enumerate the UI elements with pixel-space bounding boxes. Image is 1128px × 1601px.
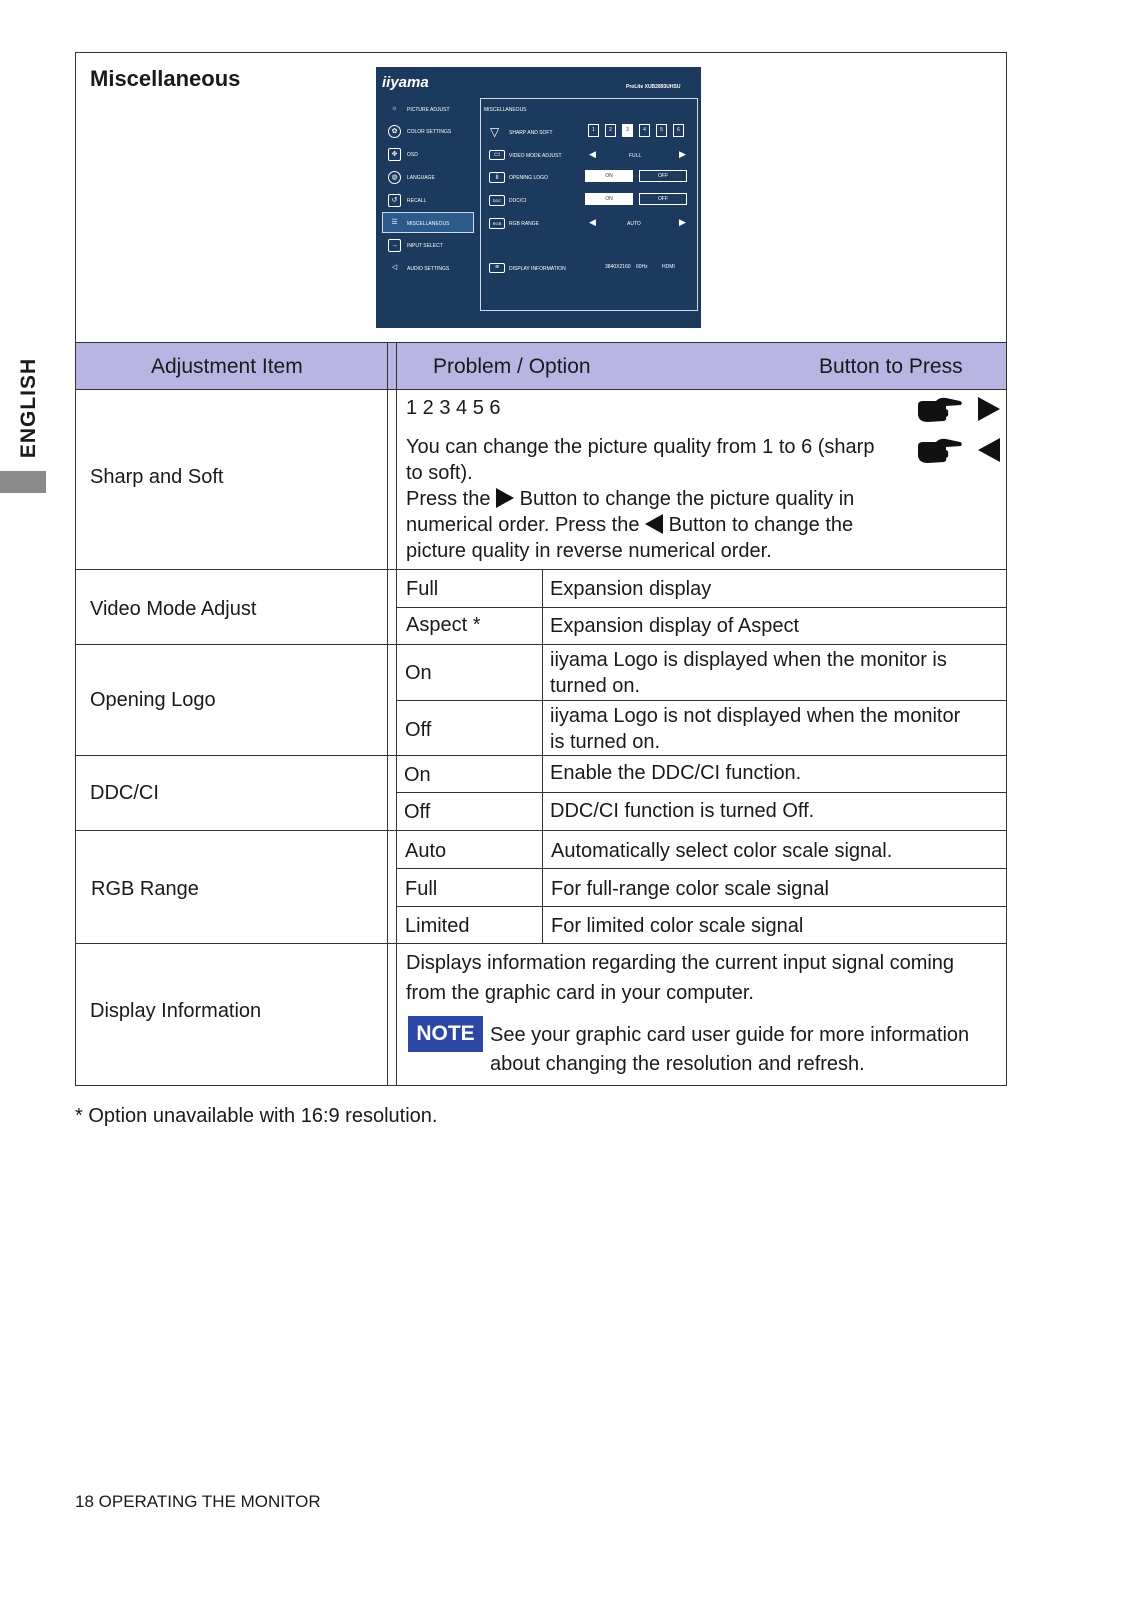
divider (76, 755, 1006, 756)
picture-adjust-icon: ☼ (391, 105, 398, 112)
osd-menu-item: MISCELLANEOUS (407, 221, 450, 227)
sharp-press-line (406, 486, 854, 512)
option-auto: Auto (405, 840, 447, 862)
option-desc: iiyama Logo is not displayed when the monitor (550, 705, 961, 727)
pointing-hand-icon (916, 395, 964, 425)
page-footer: 18 OPERATING THE MONITOR (75, 1492, 321, 1511)
divider (396, 343, 397, 1085)
arrow-left-icon: ◀ (589, 217, 596, 227)
left-button-icon (645, 514, 663, 534)
osd-row-label: VIDEO MODE ADJUST (509, 153, 562, 159)
osd-level: 1 (588, 124, 599, 137)
color-settings-icon: ✿ (388, 125, 401, 138)
left-button-icon (978, 438, 1000, 462)
option-on: On (404, 764, 431, 786)
language-side-label (8, 356, 48, 466)
option-aspect: Aspect * (406, 614, 481, 636)
divider (397, 906, 1006, 907)
divider (76, 389, 1006, 390)
osd-level: 5 (656, 124, 667, 137)
osd-level: 2 (605, 124, 616, 137)
osd-value: AUTO (627, 221, 641, 227)
option-desc: turned on. (550, 675, 641, 697)
option-off: Off (405, 719, 432, 741)
side-tab-marker (0, 471, 46, 493)
osd-menu-item: PICTURE ADJUST (407, 107, 450, 113)
sharp-press-line (406, 512, 853, 538)
logo-icon: ii (489, 172, 505, 183)
divider (76, 644, 1006, 645)
sharp-press-text: Press the (406, 488, 491, 510)
osd-menu-item: OSD (407, 152, 418, 158)
row-label-video-mode: Video Mode Adjust (90, 598, 257, 620)
osd-panel (480, 98, 698, 311)
sharpness-icon: ▽ (490, 125, 500, 139)
osd-row-label: RGB RANGE (509, 221, 540, 227)
divider (397, 792, 1006, 793)
sharp-press-text: Button to change the picture quality in (519, 488, 855, 510)
option-desc: is turned on. (550, 731, 661, 753)
osd-menu-item: LANGUAGE (407, 175, 435, 181)
row-label-opening-logo: Opening Logo (90, 689, 216, 711)
header-adjustment-item: Adjustment Item (151, 355, 303, 378)
sharp-levels: 1 2 3 4 5 6 (406, 397, 501, 419)
osd-level: 4 (639, 124, 650, 137)
option-desc: For limited color scale signal (551, 915, 804, 937)
osd-resolution: 3840X2160 (605, 264, 631, 270)
osd-level-selected: 3 (622, 124, 633, 137)
osd-menu-item: RECALL (407, 198, 427, 204)
sharp-desc: to soft). (406, 462, 473, 484)
option-desc: Enable the DDC/CI function. (550, 762, 802, 784)
osd-on-box: ON (585, 193, 633, 205)
divider (542, 755, 543, 830)
sliders-icon: ☰ (391, 219, 398, 226)
osd-input: HDMI (662, 264, 675, 270)
option-desc: Expansion display of Aspect (550, 615, 800, 637)
osd-menu-item: AUDIO SETTINGS (407, 266, 450, 272)
divider (542, 569, 543, 644)
divider (397, 700, 1006, 701)
row-label-sharp-soft: Sharp and Soft (90, 466, 224, 488)
row-label-rgb-range: RGB Range (91, 878, 199, 900)
header-button-to-press: Button to Press (819, 355, 963, 378)
arrow-right-icon: ▶ (679, 149, 686, 159)
osd-screenshot (376, 67, 701, 328)
video-mode-icon: ▭ (489, 150, 505, 160)
osd-refresh: 60Hz (636, 264, 648, 270)
header-problem-option: Problem / Option (433, 355, 591, 378)
divider (76, 830, 1006, 831)
pointing-hand-icon (916, 436, 964, 466)
osd-value: FULL (629, 153, 642, 159)
option-desc: iiyama Logo is displayed when the monitor is (550, 649, 947, 671)
rgb-icon: RGB (489, 218, 505, 229)
right-button-icon (496, 488, 514, 508)
speaker-icon: ◁ (391, 264, 398, 271)
option-on: On (405, 662, 432, 684)
osd-row-label: SHARP AND SOFT (509, 130, 553, 136)
option-limited: Limited (405, 915, 470, 937)
sharp-desc: picture quality in reverse numerical order. (406, 540, 772, 562)
recall-icon: ↺ (388, 194, 401, 207)
section-title: Miscellaneous (90, 66, 241, 91)
osd-off-box: OFF (639, 193, 687, 205)
input-select-icon: → (388, 239, 401, 252)
divider (542, 644, 543, 755)
sharp-press-text: numerical order. Press the (406, 514, 640, 536)
divider (76, 569, 1006, 570)
divider (76, 943, 1006, 944)
row-label-ddcci: DDC/CI (90, 782, 159, 804)
display-info-icon: ≡ (489, 263, 505, 273)
info-desc: from the graphic card in your computer. (406, 982, 754, 1004)
right-button-icon (978, 397, 1000, 421)
arrow-left-icon: ◀ (589, 149, 596, 159)
option-desc: For full-range color scale signal (551, 878, 829, 900)
option-desc: Automatically select color scale signal. (551, 840, 893, 862)
osd-row-label: DDC/CI (509, 198, 527, 204)
note-badge: NOTE (408, 1016, 483, 1052)
globe-icon: ◍ (388, 171, 401, 184)
option-full: Full (406, 578, 439, 600)
option-desc: Expansion display (550, 578, 712, 600)
divider (387, 343, 388, 1085)
option-full: Full (405, 878, 438, 900)
osd-icon: ✥ (388, 148, 401, 161)
sharp-press-text: Button to change the (668, 514, 854, 536)
divider (397, 868, 1006, 869)
note-text: See your graphic card user guide for more information (490, 1024, 970, 1046)
osd-panel-title: MISCELLANEOUS (484, 107, 527, 113)
footnote: * Option unavailable with 16:9 resolution. (75, 1105, 438, 1127)
osd-brand-logo: iiyama (382, 74, 429, 91)
note-text: about changing the resolution and refresh. (490, 1053, 865, 1075)
osd-row-label: DISPLAY INFORMATION (509, 266, 566, 272)
ddc-icon: DDC (489, 195, 505, 206)
osd-on-box: ON (585, 170, 633, 182)
sharp-desc: You can change the picture quality from 1 to 6 (sharp (406, 436, 875, 458)
info-desc: Displays information regarding the current input signal coming (406, 952, 955, 974)
osd-row-label: OPENING LOGO (509, 175, 548, 181)
divider (397, 607, 1006, 608)
arrow-right-icon: ▶ (679, 217, 686, 227)
divider (542, 830, 543, 943)
option-desc: DDC/CI function is turned Off. (550, 800, 815, 822)
row-label-display-info: Display Information (90, 1000, 262, 1022)
osd-model: ProLite XUB2893UHSU (626, 84, 681, 90)
osd-level: 6 (673, 124, 684, 137)
option-off: Off (404, 801, 431, 823)
osd-menu-item: COLOR SETTINGS (407, 129, 452, 135)
side-label-text: ENGLISH (17, 357, 40, 459)
osd-off-box: OFF (639, 170, 687, 182)
osd-menu-item: INPUT SELECT (407, 243, 443, 249)
